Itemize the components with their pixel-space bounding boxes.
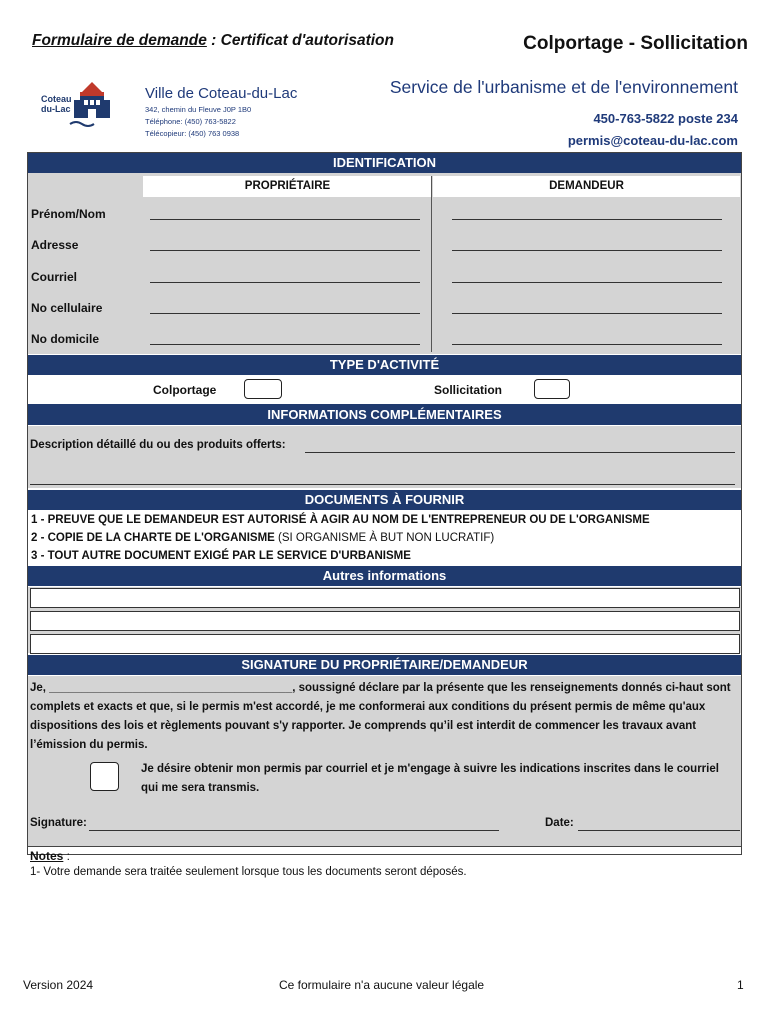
department-phone: 450-763-5822 poste 234 <box>593 111 738 126</box>
declaration-text: Je, ______________________________________, soussigné déclare par la présente que les renseignements donnés ci-haut sont complets et exacts et que, si le permis m'est accordé, je me conformerai aux conditions du présent permis de même qu'aux dispositions des lois et règlements pouvant s'y rapporter. Je comprends qu’il est interdit de commencer les travaux avant l’émission du permis. <box>30 682 731 751</box>
label-address: Adresse <box>31 238 79 252</box>
notes-colon: : <box>63 849 71 863</box>
label-sollicitation: Sollicitation <box>434 383 503 397</box>
document-item-1: 1 - PREUVE QUE LE DEMANDEUR EST AUTORISÉ À AGIR AU NOM DE L'ENTREPRENEUR OU DE L'ORGANISME <box>31 514 650 526</box>
section-documents: DOCUMENTS À FOURNIR <box>28 490 741 510</box>
department-name: Service de l'urbanisme et de l'environnement <box>389 77 738 97</box>
col-owner: PROPRIÉTAIRE <box>244 180 331 192</box>
document-item-3: 3 - TOUT AUTRE DOCUMENT EXIGÉ PAR LE SERVICE D'URBANISME <box>31 550 411 562</box>
other-field-3[interactable] <box>30 634 740 654</box>
logo-text-1: Coteau <box>41 94 72 104</box>
footer-version: Version 2024 <box>23 978 94 992</box>
logo-text-2: du-Lac <box>41 104 71 114</box>
col-applicant: DEMANDEUR <box>549 180 624 192</box>
document-item-2-note: (SI ORGANISME À BUT NON LUCRATIF) <box>274 532 495 544</box>
description-field-1[interactable] <box>305 452 735 453</box>
document-item-2 <box>31 532 494 544</box>
label-signature: Signature: <box>30 817 87 829</box>
form-type: Colportage - Sollicitation <box>523 33 748 54</box>
other-field-2[interactable] <box>30 611 740 631</box>
email-consent-checkbox[interactable] <box>90 762 119 791</box>
footer-disclaimer: Ce formulaire n'a aucune valeur légale <box>279 978 485 992</box>
label-email: Courriel <box>31 270 78 284</box>
city-telephone: Téléphone: (450) 763-5822 <box>145 117 236 126</box>
section-activity: TYPE D'ACTIVITÉ <box>28 355 741 375</box>
email-consent-text: Je désire obtenir mon permis par courriel et je m'engage à suivre les indications inscrites dans le courriel qui me sera transmis. <box>141 763 719 794</box>
date-field[interactable] <box>578 830 740 831</box>
label-cell: No cellulaire <box>31 301 103 315</box>
owner-name-field[interactable] <box>150 219 420 220</box>
city-logo <box>40 80 132 128</box>
signature-field[interactable] <box>89 830 499 831</box>
notes-item-1: 1- Votre demande sera traitée seulement lorsque tous les documents seront déposés. <box>30 866 467 878</box>
identification-body <box>28 173 741 354</box>
colportage-checkbox[interactable] <box>244 379 282 399</box>
description-field-2[interactable] <box>30 484 735 485</box>
info-body <box>28 426 741 488</box>
city-name: Ville de Coteau-du-Lac <box>145 85 298 102</box>
footer-page-number: 1 <box>737 978 744 992</box>
label-description: Description détaillé du ou des produits offerts: <box>30 439 286 451</box>
owner-address-field[interactable] <box>150 250 420 251</box>
applicant-address-field[interactable] <box>452 250 722 251</box>
applicant-name-field[interactable] <box>452 219 722 220</box>
label-colportage: Colportage <box>153 383 217 397</box>
label-home: No domicile <box>31 332 100 346</box>
notes-heading <box>30 849 70 863</box>
city-address: 342, chemin du Fleuve J0P 1B0 <box>145 105 252 114</box>
applicant-cell-field[interactable] <box>452 313 722 314</box>
activity-row <box>28 376 741 402</box>
owner-cell-field[interactable] <box>150 313 420 314</box>
form-title-suffix: : Certificat d'autorisation <box>206 32 394 49</box>
section-info: INFORMATIONS COMPLÉMENTAIRES <box>28 404 741 425</box>
document-item-2-bold: 2 - COPIE DE LA CHARTE DE L'ORGANISME <box>31 532 275 544</box>
owner-email-field[interactable] <box>150 282 420 283</box>
form-title-prefix: Formulaire de demande <box>32 32 207 49</box>
applicant-home-field[interactable] <box>452 344 722 345</box>
column-divider <box>431 176 432 352</box>
section-other: Autres informations <box>28 566 741 586</box>
notes-divider <box>28 846 741 847</box>
section-signature: SIGNATURE DU PROPRIÉTAIRE/DEMANDEUR <box>28 655 741 675</box>
label-name: Prénom/Nom <box>31 207 106 221</box>
section-identification: IDENTIFICATION <box>28 153 741 173</box>
label-date: Date: <box>545 817 574 829</box>
sollicitation-checkbox[interactable] <box>534 379 570 399</box>
city-fax: Télécopieur: (450) 763 0938 <box>145 129 240 138</box>
other-field-1[interactable] <box>30 588 740 608</box>
department-email[interactable]: permis@coteau-du-lac.com <box>567 133 738 148</box>
applicant-email-field[interactable] <box>452 282 722 283</box>
owner-home-field[interactable] <box>150 344 420 345</box>
notes-title: Notes <box>30 849 64 863</box>
form-title <box>32 32 394 50</box>
